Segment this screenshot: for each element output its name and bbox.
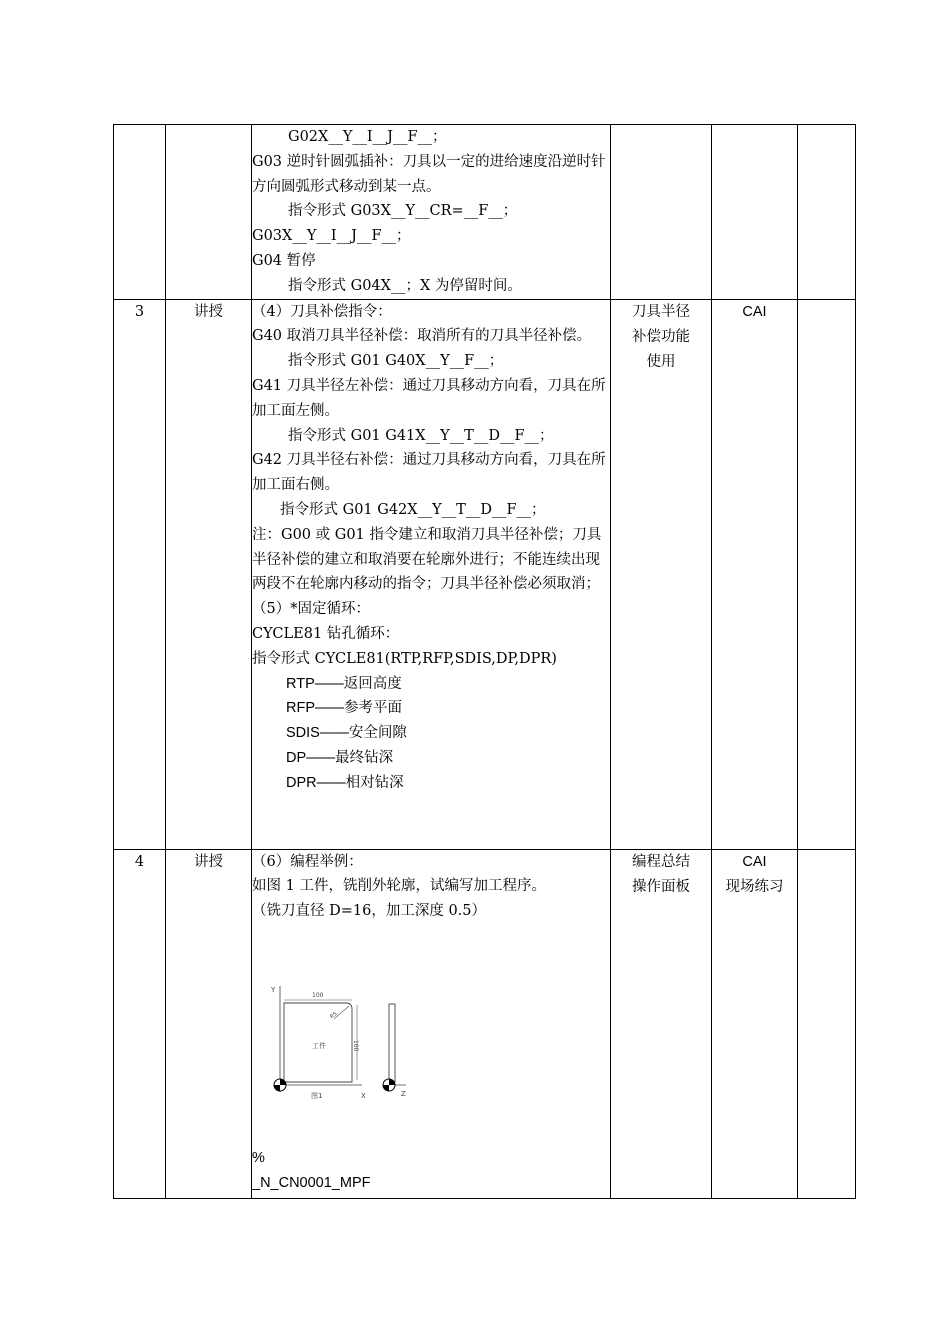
content-cell (252, 299, 611, 849)
content-line: 指令形式 G03X__Y__CR=__F__； (288, 203, 518, 220)
figure-caption: 图1 (311, 1091, 323, 1100)
content-cell (252, 849, 611, 1198)
content-line: 如图 1 工件，铣削外轮廓，试编写加工程序。 (252, 878, 546, 895)
content-cell (252, 125, 611, 300)
workpiece-drawing (266, 984, 416, 1114)
media-line: CAI (742, 303, 767, 320)
content-line: DP——最终钻深 (286, 749, 394, 766)
media-line: CAI (742, 853, 767, 870)
side-view-outline (389, 1004, 395, 1082)
resource-line: 编程总结 (632, 853, 690, 870)
content-line: G04 暂停 (252, 252, 316, 269)
content-line: _N_CN0001_MPF (252, 1174, 371, 1191)
content-line: DPR——相对钻深 (286, 774, 404, 791)
table-row (114, 299, 856, 849)
method-cell: 讲授 (166, 849, 252, 1198)
content-line: （铣刀直径 D=16，加工深度 0.5） (252, 903, 487, 920)
part-label: 工件 (312, 1041, 326, 1050)
resource-cell (611, 125, 712, 300)
media-line: 现场练习 (725, 878, 784, 895)
content-line: （6）编程举例： (252, 853, 363, 870)
x-axis-label: X (361, 1091, 366, 1100)
blank-cell (798, 299, 856, 849)
content-line: 指令形式 G01 G42X__Y__T__D__F__； (280, 501, 546, 518)
media-cell (712, 125, 798, 300)
content-line: G41 刀具半径左补偿：通过刀具移动方向看，刀具在所加工面左侧。 (252, 377, 606, 419)
media-cell (712, 299, 798, 849)
content-line: 指令形式 CYCLE81(RTP,RFP,SDIS,DP,DPR) (252, 650, 557, 667)
content-line: G42 刀具半径右补偿：通过刀具移动方向看，刀具在所加工面右侧。 (252, 452, 606, 494)
height-dimension-label: 100 (352, 1039, 359, 1052)
resource-line: 补偿功能 (632, 328, 690, 345)
step-number-cell: 3 (114, 299, 166, 849)
content-line: CYCLE81 钻孔循环： (252, 625, 400, 642)
resource-line: 使用 (646, 353, 676, 370)
lesson-plan-table (113, 124, 856, 1199)
method-cell: 讲授 (166, 299, 252, 849)
resource-line: 操作面板 (632, 878, 690, 895)
content-line: G03X__Y__I__J__F__； (252, 228, 411, 245)
media-cell (712, 849, 798, 1198)
step-number-cell (114, 125, 166, 300)
origin-symbol-quadrant (280, 1079, 286, 1085)
content-line: G40 取消刀具半径补偿：取消所有的刀具半径补偿。 (252, 328, 592, 345)
content-line: % (252, 1149, 265, 1166)
step-number-cell: 4 (114, 849, 166, 1198)
content-line: （4）刀具补偿指令： (252, 303, 392, 320)
content-line: （5）*固定循环： (252, 601, 370, 618)
blank-cell (798, 125, 856, 300)
content-line: 注：G00 或 G01 指令建立和取消刀具半径补偿；刀具半径补偿的建立和取消要在轮廓外进行；不能连续出现两段不在轮廓内移动的指令；刀具半径补偿必须取消； (252, 526, 602, 593)
z-axis-label: Z (401, 1089, 406, 1098)
content-line: G02X__Y__I__J__F__； (288, 129, 447, 145)
origin-symbol-quadrant (383, 1085, 389, 1091)
resource-line: 刀具半径 (632, 303, 690, 320)
table-row (114, 125, 856, 300)
blank-cell (798, 849, 856, 1198)
content-line: SDIS——安全间隙 (286, 725, 407, 742)
content-line: RTP——返回高度 (286, 675, 402, 692)
width-dimension-label: 100 (312, 991, 324, 999)
radius-label: R5 (329, 1011, 339, 1021)
resource-cell (611, 849, 712, 1198)
content-line: RFP——参考平面 (286, 700, 402, 717)
resource-cell (611, 299, 712, 849)
method-cell (166, 125, 252, 300)
table-row (114, 849, 856, 1198)
origin-symbol-quadrant (274, 1085, 280, 1091)
content-line: 指令形式 G04X__；X 为停留时间。 (288, 277, 522, 294)
y-axis-label: Y (271, 985, 276, 994)
content-line: 指令形式 G01 G41X__Y__T__D__F__； (288, 427, 554, 444)
workpiece-figure (252, 924, 610, 1146)
origin-symbol-quadrant (389, 1079, 395, 1085)
content-line: G03 逆时针圆弧插补：刀具以一定的进给速度沿逆时针方向圆弧形式移动到某一点。 (252, 153, 606, 195)
content-line: 指令形式 G01 G40X__Y__F__； (288, 353, 504, 370)
